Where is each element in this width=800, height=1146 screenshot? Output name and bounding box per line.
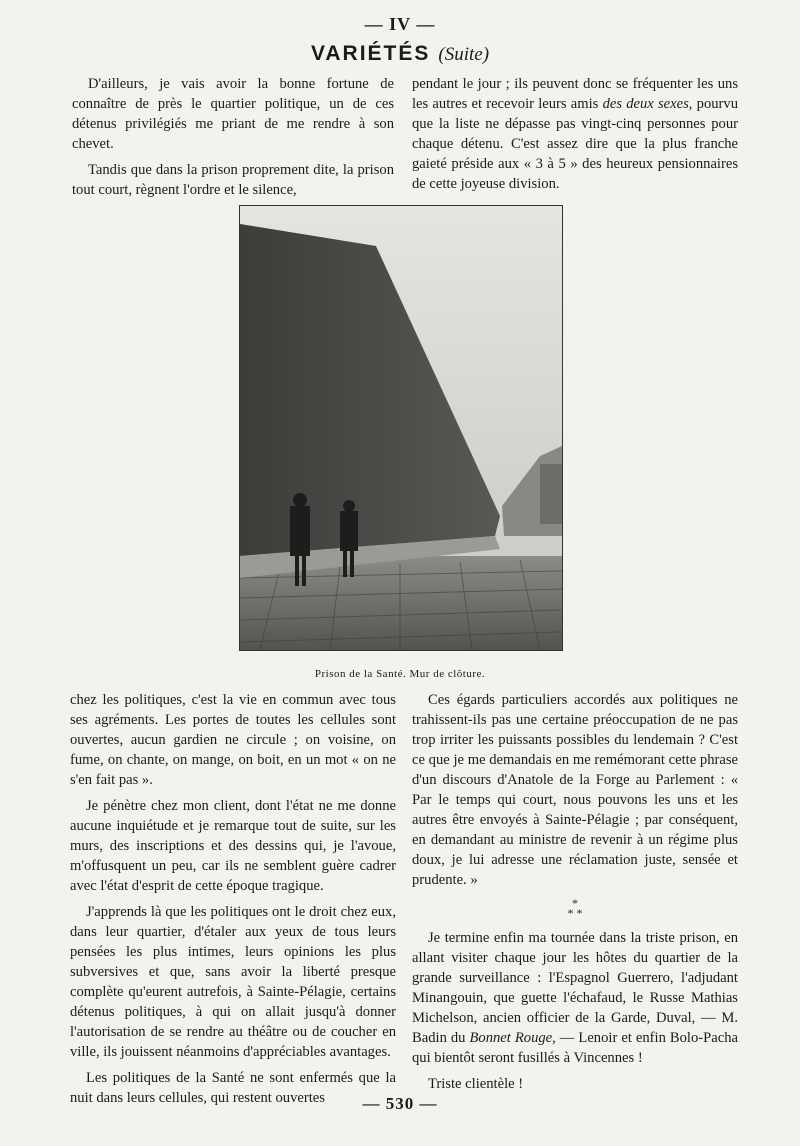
italic-text: Bonnet Rouge <box>469 1030 553 1046</box>
paragraph: Tandis que dans la prison proprement dite, la prison tout court, règnent l'ordre et le silence, <box>72 162 394 198</box>
paragraph <box>412 74 738 194</box>
paragraph: J'apprends là que les politiques ont le droit chez eux, dans leur quartier, d'étaler aux yeux de tous leurs pensées les plus intimes, leurs opinions les plus subversives et que, sans avoir la liberté presque complète qu'eurent autrefois, à Sainte-Pélagie, certains détenus politiques, à qui on allait jusqu'à donner l'autorisation de se rendre au théâtre ou de coucher en ville, ils jouissent néanmoins d'appréciables avantages. <box>70 904 396 1060</box>
column-top-left <box>72 74 394 200</box>
paragraph: Triste clientèle ! <box>428 1076 524 1092</box>
prison-wall-photo <box>239 205 563 651</box>
asterisk: * <box>572 896 578 910</box>
photo-caption: Prison de la Santé. Mur de clôture. <box>314 668 486 680</box>
column-bottom-right <box>412 690 738 1094</box>
text-run: , pourvu que la liste ne dépasse pas vingt-cinq personnes pour chaque détenu. C'est assez dire que la plus franche gaieté préside aux « 3 à 5 » des heureux pensionnaires de cette joyeuse division. <box>412 96 738 192</box>
prison-wall-illustration <box>240 206 562 650</box>
paragraph: D'ailleurs, je vais avoir la bonne fortune de connaître de près le quartier politique, un de ces détenus privilégiés me priant de me rendre à son chevet. <box>72 76 394 152</box>
section-subtitle: (Suite) <box>438 44 490 65</box>
column-top-right <box>412 74 738 194</box>
text-run: Je termine enfin ma tournée dans la triste prison, en allant visiter chaque jour les hôtes du quartier de la grande surveillance : l'Espagnol Guerrero, l'adjudant Minangouin, que guette l'échafaud, le Russe Mathias Michelson, ancien officier de la Garde, Duval, — M. Badin du <box>412 930 738 1046</box>
column-bottom-left <box>70 690 396 1108</box>
paragraph: chez les politiques, c'est la vie en commun avec tous ses agréments. Les portes de toutes les cellules sont ouvertes, aucun gardien ne circule ; on voisine, on fume, on chante, on mange, on boit, en un mot « on ne s'en fait pas ». <box>70 692 396 788</box>
asterisks: * * <box>567 906 583 920</box>
paragraph: Les politiques de la Santé ne sont enfermés que la nuit dans leurs cellules, qui restent ouvertes <box>70 1070 396 1106</box>
section-title: VARIÉTÉS <box>310 42 431 65</box>
text-run: , — Lenoir et enfin Bolo-Pacha qui bientôt seront fusillés à Vincennes ! <box>412 1030 738 1066</box>
section-heading <box>0 42 800 66</box>
paragraph: Ces égards particuliers accordés aux politiques ne trahissent-ils pas une certaine préoccupation de ne pas trop irriter les puissants possibles du lendemain ? C'est ce que je me demandais en me remémorant cette phrase d'un discours d'Anatole de la Forge au Parlement : « Par le temps qui court, nous pouvons les uns et les autres être envoyés à Sainte-Pélagie ; par conséquent, en demandant au ministre de revenir à un régime plus doux, je lui adresse une réclamation juste, sensée et prudente. » <box>412 692 738 888</box>
text-run: pendant le jour ; ils peuvent donc se fréquenter les uns les autres et recevoir leurs amis <box>412 76 738 112</box>
paragraph <box>412 928 738 1068</box>
page-number-bottom: — 530 — <box>362 1094 438 1113</box>
paragraph: Je pénètre chez mon client, dont l'état ne me donne aucune inquiétude et je remarque tout de suite, sur les murs, des inscriptions et des dessins qui, je l'avoue, m'offusquent un peu, car ils ne semblent guère cadrer avec l'état d'esprit de cette époque tragique. <box>70 798 396 894</box>
section-break-asterism <box>412 898 738 918</box>
italic-text: des deux sexes <box>602 96 689 112</box>
page-number-top: — IV — <box>364 14 436 34</box>
